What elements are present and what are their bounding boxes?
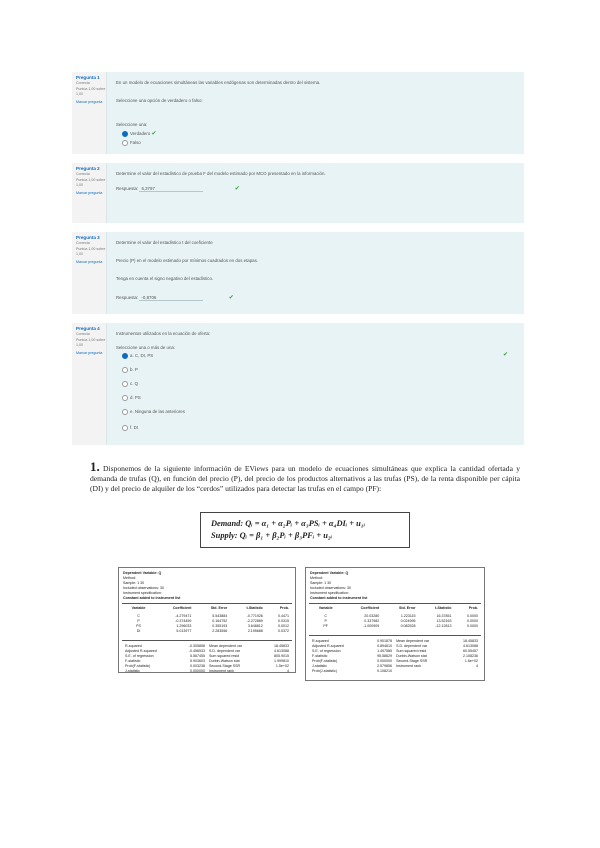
table-cell: -0.456533: [188, 648, 205, 653]
question-score: Puntúa 1,00 sobre 1,00: [76, 87, 106, 96]
table-cell: 0.0000: [467, 613, 478, 618]
table-cell: 4.613088: [463, 643, 478, 648]
table-cell: 5.013977: [176, 628, 192, 633]
radio-icon[interactable]: [122, 140, 128, 146]
table-cell: S.E. of regression: [125, 653, 154, 658]
checkbox-checked-icon[interactable]: [122, 353, 128, 359]
table-cell: Instrument rank: [208, 668, 234, 673]
table-cell: -0.374459: [175, 618, 192, 623]
column-header: t-Statistic: [435, 605, 452, 610]
check-icon: ✔: [228, 295, 234, 301]
header-line: Constant added to instrument list: [310, 596, 368, 600]
flag-question-link[interactable]: Marcar pregunta: [76, 100, 103, 104]
table-cell: 1.223115: [400, 613, 416, 618]
question-info: [72, 163, 107, 223]
option-e[interactable]: e. Ninguna de las anteriores: [122, 409, 185, 415]
table-cell: 60.55457: [463, 648, 478, 653]
coefficient-table: [123, 605, 291, 633]
table-cell: 0.337982: [364, 618, 380, 623]
question-status: Correcta: [76, 332, 90, 336]
flag-question-link[interactable]: Marcar pregunta: [76, 191, 103, 195]
option-f[interactable]: f. DI: [122, 425, 138, 431]
table-header-row: [123, 605, 291, 610]
option-b[interactable]: b. P: [122, 367, 138, 373]
select-prompt: Seleccione una:: [116, 122, 148, 127]
table-cell: 2.108236: [463, 653, 478, 658]
question-text: Determine el valor del estadístico de prueba F del modelo estimado por MCO presentado en la información.: [116, 171, 326, 176]
question-note: Tenga en cuenta el signo negativo del estadístico.: [116, 276, 214, 281]
table-cell: 0.000000: [189, 668, 205, 673]
header-line: Constant added to instrument list: [123, 596, 181, 600]
table-cell: 0.0372: [278, 628, 289, 633]
question-status: Correcta: [76, 172, 90, 176]
table-cell: P: [324, 618, 327, 623]
table-cell: 4.613088: [274, 648, 289, 653]
header-line: Sample: 1 30: [310, 581, 332, 585]
question-subtext: Precio (P) en el modelo estimado por mínimos cuadrados en dos etapas.: [116, 258, 259, 263]
column-header: Coefficient: [360, 605, 380, 610]
table-cell: 805.9015: [274, 653, 289, 658]
table-cell: 0.0012: [278, 623, 289, 628]
table-cell: 16.37851: [436, 613, 452, 618]
table-cell: C: [324, 613, 327, 618]
problem-statement: [90, 459, 520, 494]
question-number: Pregunta 4: [76, 326, 100, 331]
table-cell: 18.45833: [274, 643, 289, 648]
table-cell: 1.5e+02: [275, 663, 289, 668]
table-cell: 4: [476, 663, 478, 668]
check-icon: ✔: [234, 186, 240, 192]
question-4-card: [72, 323, 524, 445]
table-cell: -0.771926: [246, 613, 263, 618]
option-c[interactable]: c. Q: [122, 381, 138, 387]
table-cell: Instrument rank: [396, 663, 422, 668]
checkbox-icon[interactable]: [122, 425, 128, 431]
table-cell: 0.901878: [377, 638, 393, 643]
table-cell: 1.497585: [377, 648, 393, 653]
question-number: Pregunta 1: [76, 75, 100, 80]
table-cell: S.E. of regression: [312, 648, 341, 653]
table-cell: 1.6e+02: [464, 658, 478, 663]
table-cell: 0.0315: [278, 618, 289, 623]
equations-box: [200, 512, 410, 548]
answer-input[interactable]: -0,8706: [139, 295, 203, 301]
table-cell: J-statistic: [125, 668, 140, 673]
header-line: Included observations: 30: [310, 586, 351, 590]
eviews-output-demand: [118, 567, 296, 673]
table-cell: Prob(F-statistic): [312, 658, 338, 663]
divider: [309, 603, 481, 604]
question-info: [72, 232, 107, 314]
column-header: Variable: [131, 605, 146, 610]
header-line: Instrument specification:: [123, 591, 162, 595]
table-cell: Mean dependent var: [396, 638, 430, 643]
question-info: [72, 323, 107, 445]
question-score: Puntúa 1,00 sobre 1,00: [76, 247, 106, 256]
table-cell: 0.164752: [212, 618, 228, 623]
question-subtext: Seleccione una opción de verdadero o falso:: [116, 98, 203, 103]
table-cell: 0.003238: [189, 663, 205, 668]
select-prompt: Seleccione una o más de una:: [116, 345, 176, 350]
table-cell: -0.305858: [188, 643, 205, 648]
table-row: [310, 668, 480, 673]
table-cell: F-statistic: [312, 653, 328, 658]
table-cell: 0.894610: [377, 643, 393, 648]
option-false[interactable]: Falso: [122, 140, 141, 146]
table-cell: 0.082528: [400, 623, 416, 628]
table-row: [123, 628, 291, 633]
header-line: Method:: [123, 576, 136, 580]
table-cell: Mean dependent var: [208, 643, 242, 648]
column-header: Prob.: [279, 605, 289, 610]
table-cell: S.D. dependent var: [396, 643, 428, 648]
checkbox-icon[interactable]: [122, 395, 128, 401]
table-cell: J-statistic: [312, 663, 327, 668]
table-cell: 13.52163: [436, 618, 452, 623]
statistics-table: [123, 643, 291, 673]
question-status: Correcta: [76, 241, 90, 245]
table-header-row: [310, 605, 480, 610]
column-header: Std. Error: [398, 605, 416, 610]
table-cell: -4.279471: [175, 613, 192, 618]
coefficient-table: [310, 605, 480, 628]
column-header: t-Statistic: [246, 605, 263, 610]
table-cell: Sum squared resid: [208, 653, 240, 658]
column-header: Coefficient: [172, 605, 192, 610]
table-cell: 95.58629: [377, 653, 393, 658]
flag-question-link[interactable]: Marcar pregunta: [76, 351, 103, 355]
header-line: Sample: 1 30: [123, 581, 145, 585]
table-cell: C: [137, 613, 140, 618]
table-cell: 2.283556: [212, 628, 228, 633]
table-cell: 5.567455: [189, 653, 205, 658]
table-cell: 0.024995: [400, 618, 416, 623]
table-cell: 20.03280: [364, 613, 380, 618]
table-cell: R-squared: [312, 638, 329, 643]
table-cell: Adjusted R-squared: [125, 648, 157, 653]
table-cell: 5.543884: [212, 613, 228, 618]
question-text: Determine el valor del estadístico t del coeficiente: [116, 240, 213, 245]
checkbox-icon[interactable]: [122, 409, 128, 415]
question-text: En un modelo de ecuaciones simultáneas las variables endógenas son determinadas dentro del sistema.: [116, 80, 321, 85]
question-text: Instrumentos utilizados en la ecuación de oferta:: [116, 331, 211, 336]
eviews-output-supply: [305, 567, 485, 681]
table-cell: [451, 668, 480, 673]
question-score: Puntúa 1,00 sobre 1,00: [76, 178, 106, 187]
table-cell: Durbin-Watson stat: [396, 653, 427, 658]
option-d[interactable]: d. PS: [122, 395, 141, 401]
statistics-table: [310, 638, 480, 673]
table-cell: 0.108210: [377, 668, 393, 673]
table-cell: R-squared: [125, 643, 142, 648]
table-cell: S.D. dependent var: [208, 648, 240, 653]
table-cell: -1.000909: [363, 623, 380, 628]
table-cell: 0.4471: [278, 613, 289, 618]
question-2-card: [72, 163, 524, 223]
header-line: Instrument specification:: [310, 591, 349, 595]
table-cell: PS: [136, 623, 141, 628]
table-cell: -12.12813: [435, 623, 452, 628]
table-cell: 1.296033: [176, 623, 192, 628]
table-cell: 5.903603: [189, 658, 205, 663]
table-cell: DI: [136, 628, 141, 633]
question-number: Pregunta 2: [76, 166, 100, 171]
table-cell: 4: [287, 668, 289, 673]
table-cell: 0.000000: [377, 658, 393, 663]
table-cell: PF: [323, 623, 328, 628]
table-cell: 18.45833: [463, 638, 478, 643]
column-header: Std. Error: [210, 605, 228, 610]
table-cell: 3.648812: [247, 623, 263, 628]
table-cell: Prob(F-statistic): [125, 663, 151, 668]
table-cell: 0.0000: [467, 623, 478, 628]
answer-row: Respuesta: -0,8706 ✔: [116, 295, 234, 301]
table-row: [310, 623, 480, 628]
demand-equation: Demand: Qᵢ = α₁ + α₂Pᵢ + α₃PSᵢ + α₄DIᵢ + u₁ᵢ: [211, 519, 366, 528]
answer-row: Respuesta: 6,3797 ✔: [116, 186, 240, 192]
table-cell: F-statistic: [125, 658, 141, 663]
check-icon: ✔: [151, 131, 157, 137]
radio-selected-icon[interactable]: [122, 131, 128, 137]
question-score: Puntúa 1,00 sobre 1,00: [76, 338, 106, 347]
table-cell: Prob(J-statistic): [312, 668, 337, 673]
header-line: Dependent Variable: Q: [310, 571, 349, 575]
table-cell: Adjusted R-squared: [312, 643, 344, 648]
table-cell: -2.272869: [246, 618, 263, 623]
divider: [122, 603, 292, 604]
output-header: [310, 571, 367, 601]
flag-question-link[interactable]: Marcar pregunta: [76, 260, 103, 264]
divider: [309, 635, 481, 636]
table-cell: Durbin-Watson stat: [208, 658, 240, 663]
problem-number: 1.: [90, 459, 100, 474]
header-line: Dependent Variable: Q: [123, 571, 162, 575]
table-cell: 2.195688: [247, 628, 263, 633]
output-header: [123, 571, 180, 601]
column-header: Prob.: [468, 605, 478, 610]
question-status: Correcta: [76, 81, 90, 85]
question-1-card: [72, 72, 524, 154]
divider: [122, 640, 292, 641]
checkbox-icon[interactable]: [122, 381, 128, 387]
table-cell: Second-Stage SSR: [208, 663, 241, 668]
column-header: Variable: [318, 605, 333, 610]
answer-input[interactable]: 6,3797: [139, 186, 203, 192]
supply-equation: Supply: Qᵢ = β₁ + β₂Pᵢ + β₃PFᵢ + u₂ᵢ: [211, 531, 333, 540]
table-cell: Sum squared resid: [396, 648, 427, 653]
question-info: [72, 72, 107, 154]
table-cell: [394, 668, 451, 673]
option-a[interactable]: a. C, DI, PS: [122, 353, 153, 359]
problem-text: Disponemos de la siguiente información de EViews para un modelo de ecuaciones simultáneas que explica la cantidad ofertada y demanda de trufas (Q), en función del precio (P), del precio de los productos alternativos a las trufas (PS), de la renta disponible per cápita (DI) y del precio de alquiler de los “cerdos” utilizados para detectar las trufas en el campo (PF):: [90, 464, 520, 493]
table-cell: 0.0000: [467, 618, 478, 623]
check-icon: ✔: [502, 352, 508, 358]
checkbox-icon[interactable]: [122, 367, 128, 373]
table-cell: 1.999810: [274, 658, 289, 663]
table-row: [123, 668, 291, 673]
option-true[interactable]: Verdadero ✔: [122, 130, 157, 137]
table-cell: P: [137, 618, 140, 623]
header-line: Included observations: 30: [123, 586, 164, 590]
table-cell: 0.355193: [212, 623, 228, 628]
table-cell: Second-Stage SSR: [396, 658, 428, 663]
question-3-card: [72, 232, 524, 314]
header-line: Method:: [310, 576, 323, 580]
question-number: Pregunta 3: [76, 235, 100, 240]
table-cell: 2.579856: [377, 663, 393, 668]
